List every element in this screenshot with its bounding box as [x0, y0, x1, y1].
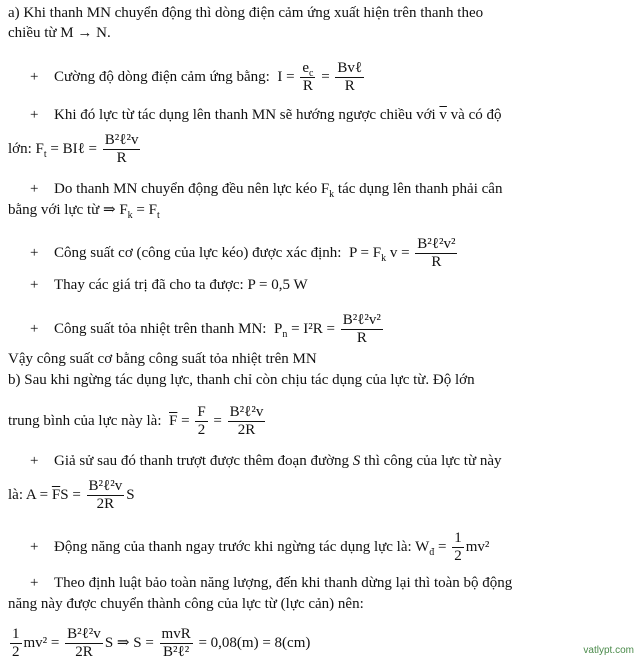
part-b-intro: b) Sau khi ngừng tác dụng lực, thanh chỉ còn chịu tác dụng của lực từ. Độ lớn	[8, 372, 475, 388]
work-fraction: $\frac{\text{B²ℓ²v}}{2R}$	[88, 478, 123, 512]
final-equation-line: $\frac{1}{2}$ mv² = $\frac{\text{B²ℓ²v}}{2R}$ S ⇒ S = $\frac{\text{mvR}}{\text{B²ℓ²}}$ = 0,08(m) = 8(cm)	[12, 626, 311, 660]
current-label: Cường độ dòng điện cảm ứng bằng:	[54, 68, 270, 85]
average-force-line: trung bình của lực này là: $\overline{F}$ = $\frac{F}{2}$ = $\frac{\text{B²ℓ²v}}{2R}$	[8, 404, 264, 438]
part-a-intro-line1: a) Khi thanh MN chuyển động thì dòng điện cảm ứng xuất hiện trên thanh theo	[8, 5, 484, 21]
force-fraction: $\frac{\text{B²ℓ²v}}{R}$	[104, 132, 139, 166]
part-a-intro-line2: chiều từ M → N.	[8, 25, 111, 41]
work-line1: + Giả sử sau đó thanh trượt được thêm đoạn đường S thì công của lực từ này	[30, 453, 502, 469]
distance-fraction: $\frac{\text{mvR}}{\text{B²ℓ²}}$	[161, 626, 191, 660]
mechanical-power-line: + Công suất cơ (công của lực kéo) được xác định: $P = F_k$ v = $\frac{\text{B²ℓ²v²}}{R}$	[30, 236, 456, 270]
final-half: $\frac{1}{2}$	[12, 626, 20, 660]
work-line2: là: $A = \overline{F}S$ = $\frac{\text{B²ℓ²v}}{2R}$ S	[8, 478, 135, 512]
heat-power-line: + Công suất tỏa nhiệt trên thanh MN: $P_n = I^2R$ = $\frac{\text{B²ℓ²v²}}{R}$	[30, 312, 381, 346]
uniform-motion-line2: bằng với lực từ ⇒ $F_k = F_t$	[8, 202, 160, 221]
force-direction-line: + Khi đó lực từ tác dụng lên thanh MN sẽ hướng ngược chiều với $\overline{v}$ và có độ	[30, 107, 502, 123]
watermark: vatlypt.com	[583, 645, 634, 656]
kinetic-energy-line: + Động năng của thanh ngay trước khi ngừng tác dụng lực là: $W_đ$ = $\frac{1}{2}$ mv²	[30, 530, 490, 564]
power-fraction: $\frac{\text{B²ℓ²v²}}{R}$	[417, 236, 456, 270]
conclusion-line: Vậy công suất cơ bằng công suất tỏa nhiệt trên MN	[8, 351, 317, 367]
average-force-symbol: $\overline{F}$	[169, 412, 178, 429]
half-fraction: $\frac{1}{2}$	[454, 530, 462, 564]
uniform-motion-line1: + Do thanh MN chuyển động đều nên lực kéo $F_k$ tác dụng lên thanh phải cân	[30, 181, 503, 200]
current-formula-line: + Cường độ dòng điện cảm ứng bằng: I = $\frac{e_c}{R}$ = $\frac{\text{Bvℓ}}{R}$	[30, 60, 363, 94]
force-magnitude-line: lớn: $F_t$ = BIℓ = $\frac{\text{B²ℓ²v}}{R}$	[8, 132, 139, 166]
bullet: +	[30, 68, 39, 85]
final-result: = 0,08(m) = 8(cm)	[198, 634, 311, 651]
avg-force-fraction: $\frac{\text{B²ℓ²v}}{2R}$	[229, 404, 264, 438]
conservation-line1: + Theo định luật bảo toàn năng lượng, đến khi thanh dừng lại thì toàn bộ động	[30, 575, 513, 591]
heat-fraction: $\frac{\text{B²ℓ²v²}}{R}$	[342, 312, 381, 346]
velocity-vector: $\overline{v}$	[439, 107, 447, 123]
conservation-line2: năng này được chuyển thành công của lực từ (lực cản) nên:	[8, 596, 364, 612]
f-over-2: $\frac{F}{2}$	[197, 404, 206, 438]
emf-over-r: $\frac{e_c}{R}$	[302, 60, 314, 94]
final-work-fraction: $\frac{\text{B²ℓ²v}}{2R}$	[67, 626, 101, 660]
substitute-line: + Thay các giá trị đã cho ta được: P = 0,5 W	[30, 277, 308, 293]
bvl-over-r: $\frac{\text{Bvℓ}}{R}$	[337, 60, 363, 94]
current-lhs: I =	[277, 68, 295, 85]
